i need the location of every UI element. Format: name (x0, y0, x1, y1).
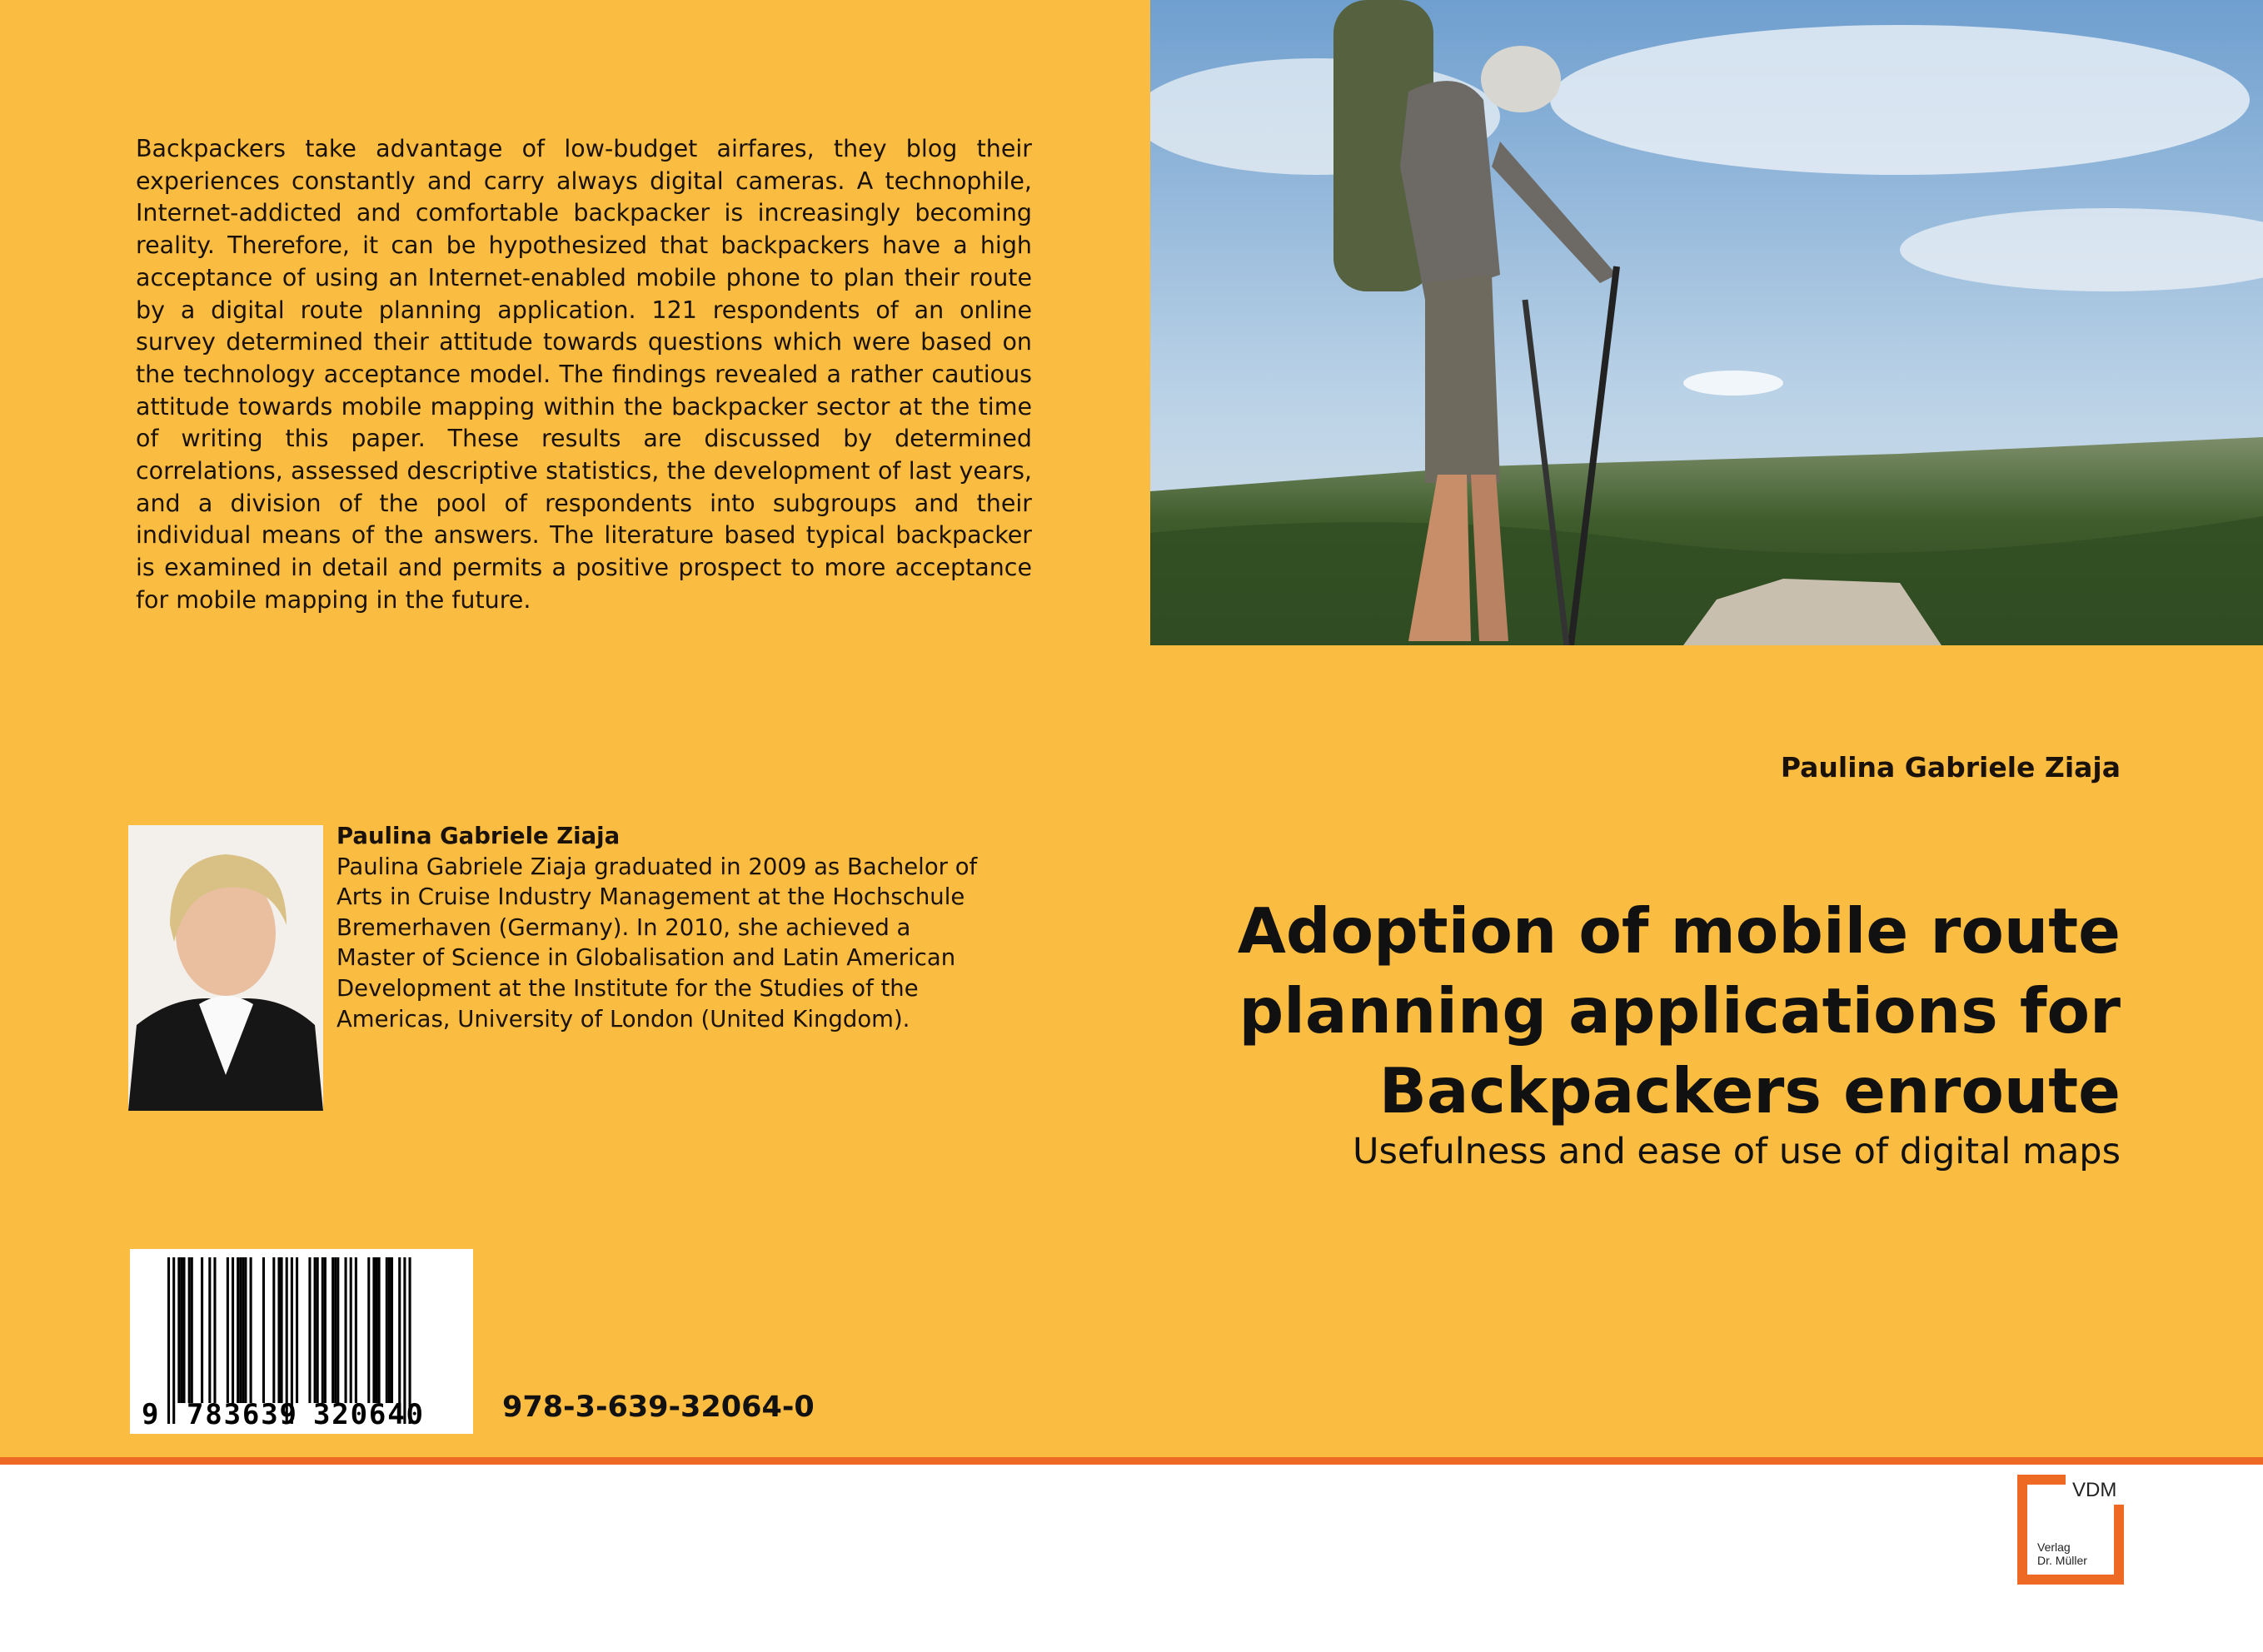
barcode-left-digits: 783639 (187, 1398, 297, 1431)
barcode-bar (281, 1257, 283, 1403)
barcode-bar (355, 1257, 357, 1403)
barcode-bar (182, 1257, 185, 1403)
barcode-bar (277, 1257, 280, 1403)
book-subtitle: Usefulness and ease of use of digital maps (1352, 1131, 2121, 1172)
barcode-bar (375, 1257, 377, 1403)
barcode-bar (398, 1257, 401, 1403)
barcode-bar (314, 1257, 317, 1403)
barcode-bar (172, 1257, 175, 1424)
barcode-bar (237, 1257, 239, 1403)
barcode-bar (242, 1257, 244, 1403)
barcode-bar (317, 1257, 319, 1403)
barcode-first-digit: 9 (142, 1398, 159, 1431)
barcode (130, 1249, 473, 1434)
barcode-bar (324, 1257, 326, 1403)
barcode-bar (213, 1257, 216, 1403)
barcode-bar (372, 1257, 375, 1403)
author-bio (336, 821, 994, 1034)
barcode-bar (232, 1257, 234, 1403)
barcode-bar (308, 1257, 311, 1403)
publisher-logo (2017, 1475, 2124, 1585)
barcode-bar (378, 1257, 381, 1403)
barcode-bar (180, 1257, 182, 1403)
barcode-bar (201, 1257, 203, 1403)
barcode-bar (191, 1257, 193, 1403)
title-line: Backpackers enroute (1378, 1054, 2121, 1127)
bio-author-name: Paulina Gabriele Ziaja (336, 823, 621, 849)
barcode-bar (296, 1257, 298, 1403)
barcode-bar (334, 1257, 336, 1403)
hiker-photo (1150, 0, 2263, 645)
barcode-bar (336, 1257, 339, 1403)
barcode-bar (386, 1257, 388, 1403)
orange-divider (0, 1457, 2263, 1465)
barcode-bar (167, 1257, 170, 1424)
title-line: planning applications for (1239, 974, 2121, 1047)
barcode-bar (208, 1257, 211, 1403)
barcode-bar (262, 1257, 265, 1403)
author-name: Paulina Gabriele Ziaja (1780, 751, 2121, 784)
barcode-bar (350, 1257, 352, 1403)
publisher-name: VDM (2072, 1479, 2117, 1501)
barcode-bar (272, 1257, 275, 1403)
author-photo (128, 825, 323, 1111)
book-title (1038, 891, 2121, 1131)
barcode-bar (388, 1257, 391, 1403)
barcode-bar (345, 1257, 347, 1403)
barcode-bar (244, 1257, 247, 1403)
barcode-bar (188, 1257, 191, 1403)
publisher-line1: Verlag (2037, 1540, 2071, 1554)
isbn: 978-3-639-32064-0 (502, 1391, 815, 1424)
barcode-bar (250, 1257, 252, 1403)
barcode-right-digits: 320640 (313, 1398, 423, 1431)
barcode-bar (177, 1257, 180, 1403)
abstract-text: Backpackers take advantage of low-budget airfares, they blog their experiences constantly and carry always digital cameras. A technophile, Internet-addicted and comfortable backpacker is increasingly becoming reality. Therefore, it can be hypothesized that backpackers have a high acceptance of using an Internet-enabled mobile phone to plan their route by a digital route planning application. 121 respondents of an online survey determined their attitude towards questions which were based on the technology acceptance model. The findings revealed a rather cautious attitude towards mobile mapping within the backpacker sector at the time of writing this paper. These results are discussed by determined correlations, assessed descriptive statistics, the development of last years, and a division of the pool of respondents into subgroups and their individual means of the answers. The literature based typical backpacker is examined in detail and permits a positive prospect to more acceptance for mobile mapping in the future. (136, 135, 1032, 614)
barcode-bar (391, 1257, 393, 1403)
barcode-bar (331, 1257, 334, 1403)
barcode-bar (322, 1257, 324, 1403)
barcode-bar (367, 1257, 370, 1403)
barcode-bar (239, 1257, 242, 1403)
title-line: Adoption of mobile route (1237, 894, 2121, 968)
barcode-bar (227, 1257, 229, 1403)
bio-text: Paulina Gabriele Ziaja graduated in 2009 as Bachelor of Arts in Cruise Industry Management at the Hochschule Bremerhaven (Germany). In 2010, she achieved a Master of Science in Globalisation and Latin American Development at the Institute for the Studies of the Americas, University of London (United Kingdom). (336, 853, 978, 1032)
publisher-line2: Dr. Müller (2037, 1554, 2087, 1567)
